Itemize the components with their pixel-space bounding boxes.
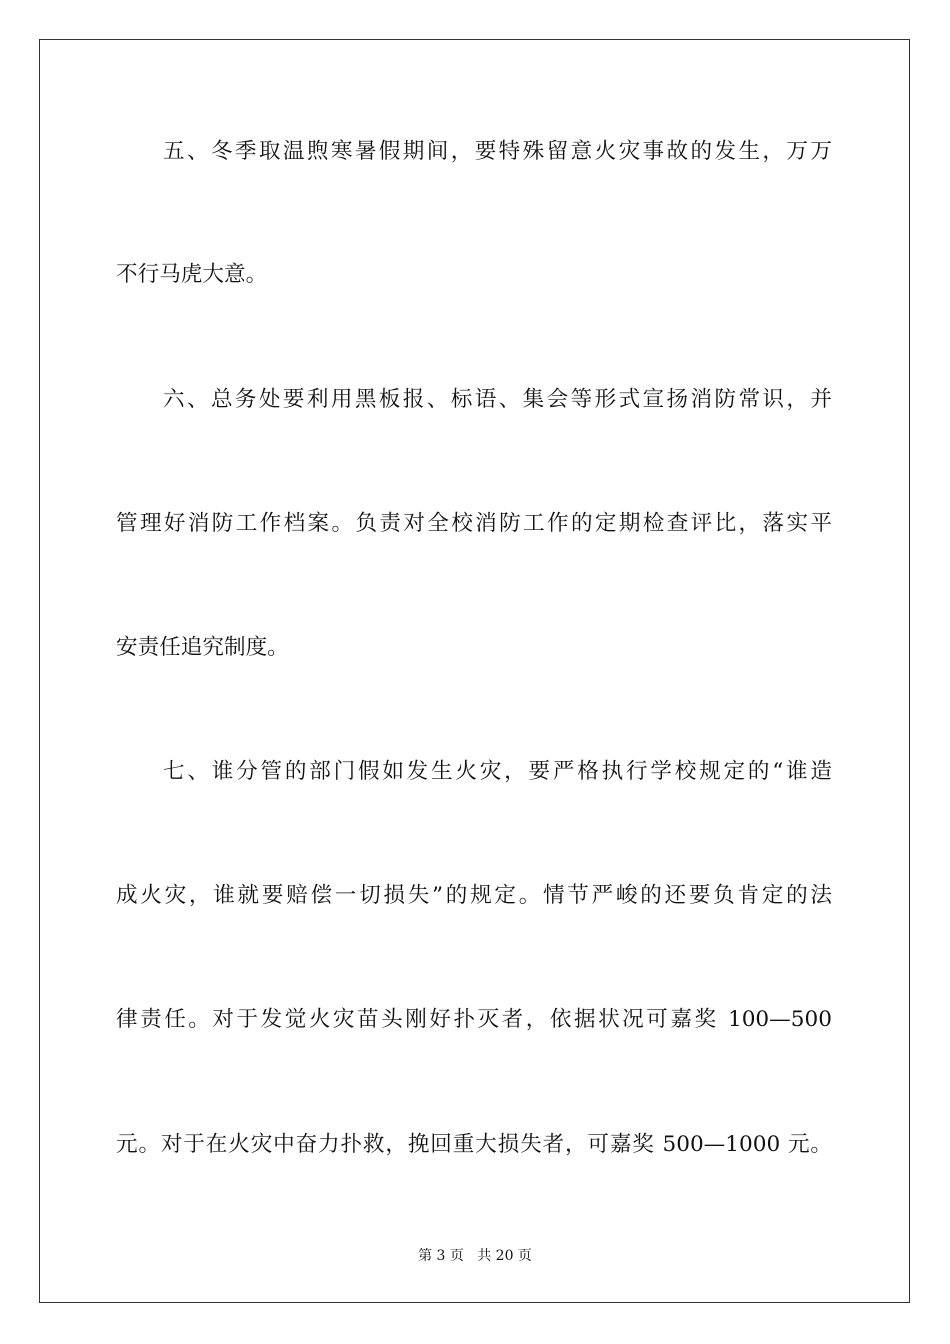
paragraph-7-line-2: 成火灾，谁就要赔偿一切损失”的规定。情节严峻的还要负肯定的法 bbox=[116, 883, 832, 908]
paragraph-7-line-3: 律责任。对于发觉火灾苗头刚好扑灭者，依据状况可嘉奖 100—500 bbox=[116, 1007, 832, 1032]
paragraph-5-line-2: 不行马虎大意。 bbox=[116, 262, 268, 287]
page-number-footer: 第 3 页 共 20 页 bbox=[418, 1248, 532, 1264]
page-border bbox=[39, 39, 910, 1303]
paragraph-7-line-4: 元。对于在火灾中奋力扑救，挽回重大损失者，可嘉奖 500—1000 元。 bbox=[116, 1132, 832, 1157]
paragraph-6-line-2: 管理好消防工作档案。负责对全校消防工作的定期检查评比，落实平 bbox=[116, 511, 832, 536]
paragraph-5-line-1: 五、冬季取温煦寒暑假期间，要特殊留意火灾事故的发生，万万 bbox=[163, 139, 832, 164]
paragraph-6-line-1: 六、总务处要利用黑板报、标语、集会等形式宣扬消防常识，并 bbox=[163, 387, 832, 412]
paragraph-6-line-3: 安责任追究制度。 bbox=[116, 635, 289, 660]
paragraph-7-line-1: 七、谁分管的部门假如发生火灾，要严格执行学校规定的“谁造 bbox=[163, 759, 832, 784]
